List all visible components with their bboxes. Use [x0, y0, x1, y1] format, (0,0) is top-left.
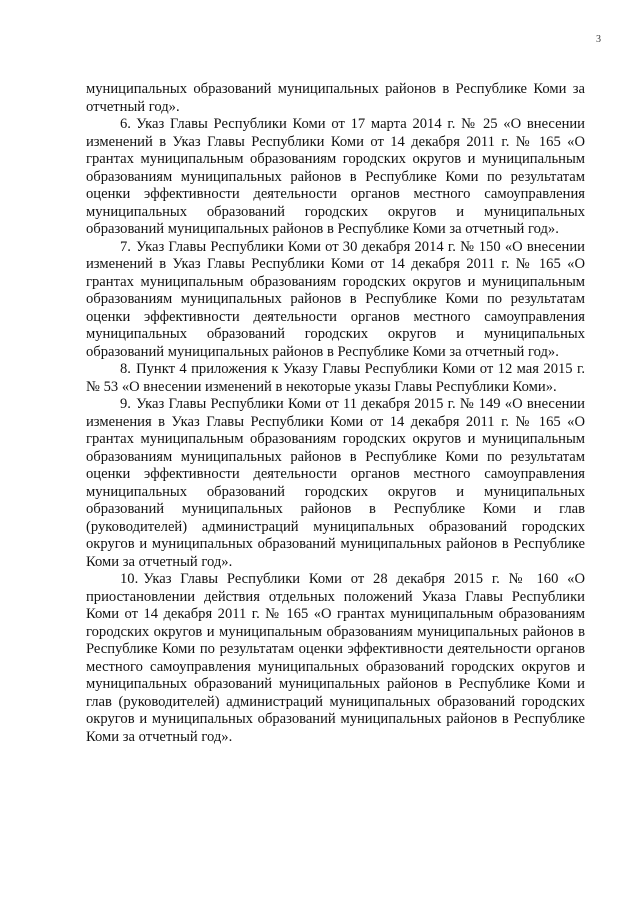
paragraph-text: муниципальных образований муниципальных районов в Республике Коми за отчетный год». [86, 81, 585, 115]
paragraph-text: Указ Главы Республики Коми от 28 декабря 2015 г. № 160 «О приостановлении действия отдельных положений Указа Главы Республики Коми от 14 декабря 2011 г. № 165 «О грантах муниципальным образованиям городских округов и муниципальным образованиям муниципальных районов в Республике Коми по результатам оценки эффективности деятельности органов местного самоуправления муниципальных образований городских округов и муниципальных образований муниципальных районов в Республике Коми и глав (руководителей) администраций муниципальных образований городских округов и муниципальных образований муниципальных районов в Республике Коми за отчетный год». [86, 571, 585, 745]
paragraph-text: Пункт 4 приложения к Указу Главы Республики Коми от 12 мая 2015 г. № 53 «О внесении изменений в некоторые указы Главы Республики Коми». [86, 361, 585, 395]
paragraph-number: 7. [120, 238, 131, 255]
paragraph-item-6 [86, 116, 585, 239]
paragraph-number: 10. [120, 571, 139, 587]
paragraph-text: Указ Главы Республики Коми от 17 марта 2014 г. № 25 «О внесении изменений в Указ Главы Республики Коми от 14 декабря 2011 г. № 165 «О грантах муниципальным образованиям городских округов и муниципальным образованиям муниципальных районов в Республике Коми по результатам оценки эффективности деятельности органов местного самоуправления муниципальных образований городских округов и муниципальных образований муниципальных районов в Республике Коми за отчетный год». [86, 116, 585, 237]
paragraph-item-9 [86, 396, 585, 571]
paragraph-continuation [86, 81, 585, 116]
paragraph-item-8 [86, 361, 585, 396]
paragraph-number: 8. [120, 361, 131, 377]
paragraph-text: Указ Главы Республики Коми от 11 декабря 2015 г. № 149 «О внесении изменения в Указ Главы Республики Коми от 14 декабря 2011 г. № 165 «О грантах муниципальным образованиям городских округов и муниципальным образованиям муниципальных районов в Республике Коми по результатам оценки эффективности деятельности органов местного самоуправления муниципальных образований городских округов и муниципальных образований муниципальных районов в Республике Коми и глав (руководителей) администраций муниципальных образований городских округов и муниципальных образований муниципальных районов в Республике Коми за отчетный год». [86, 396, 585, 570]
paragraph-number: 6. [120, 116, 131, 132]
document-body [86, 81, 585, 746]
paragraph-item-7 [86, 239, 585, 362]
page-number: 3 [596, 34, 601, 45]
paragraph-item-10 [86, 571, 585, 746]
paragraph-number: 9. [120, 396, 131, 412]
paragraph-text: Указ Главы Республики Коми от 30 декабря 2014 г. № 150 «О внесении изменений в Указ Главы Республики Коми от 14 декабря 2011 г. № 165 «О грантах муниципальным образованиям городских округов и муниципальным образованиям муниципальных районов в Республике Коми по результатам оценки эффективности деятельности органов местного самоуправления муниципальных образований городских округов и муниципальных образований муниципальных районов в Республике Коми за отчетный год». [86, 238, 585, 360]
